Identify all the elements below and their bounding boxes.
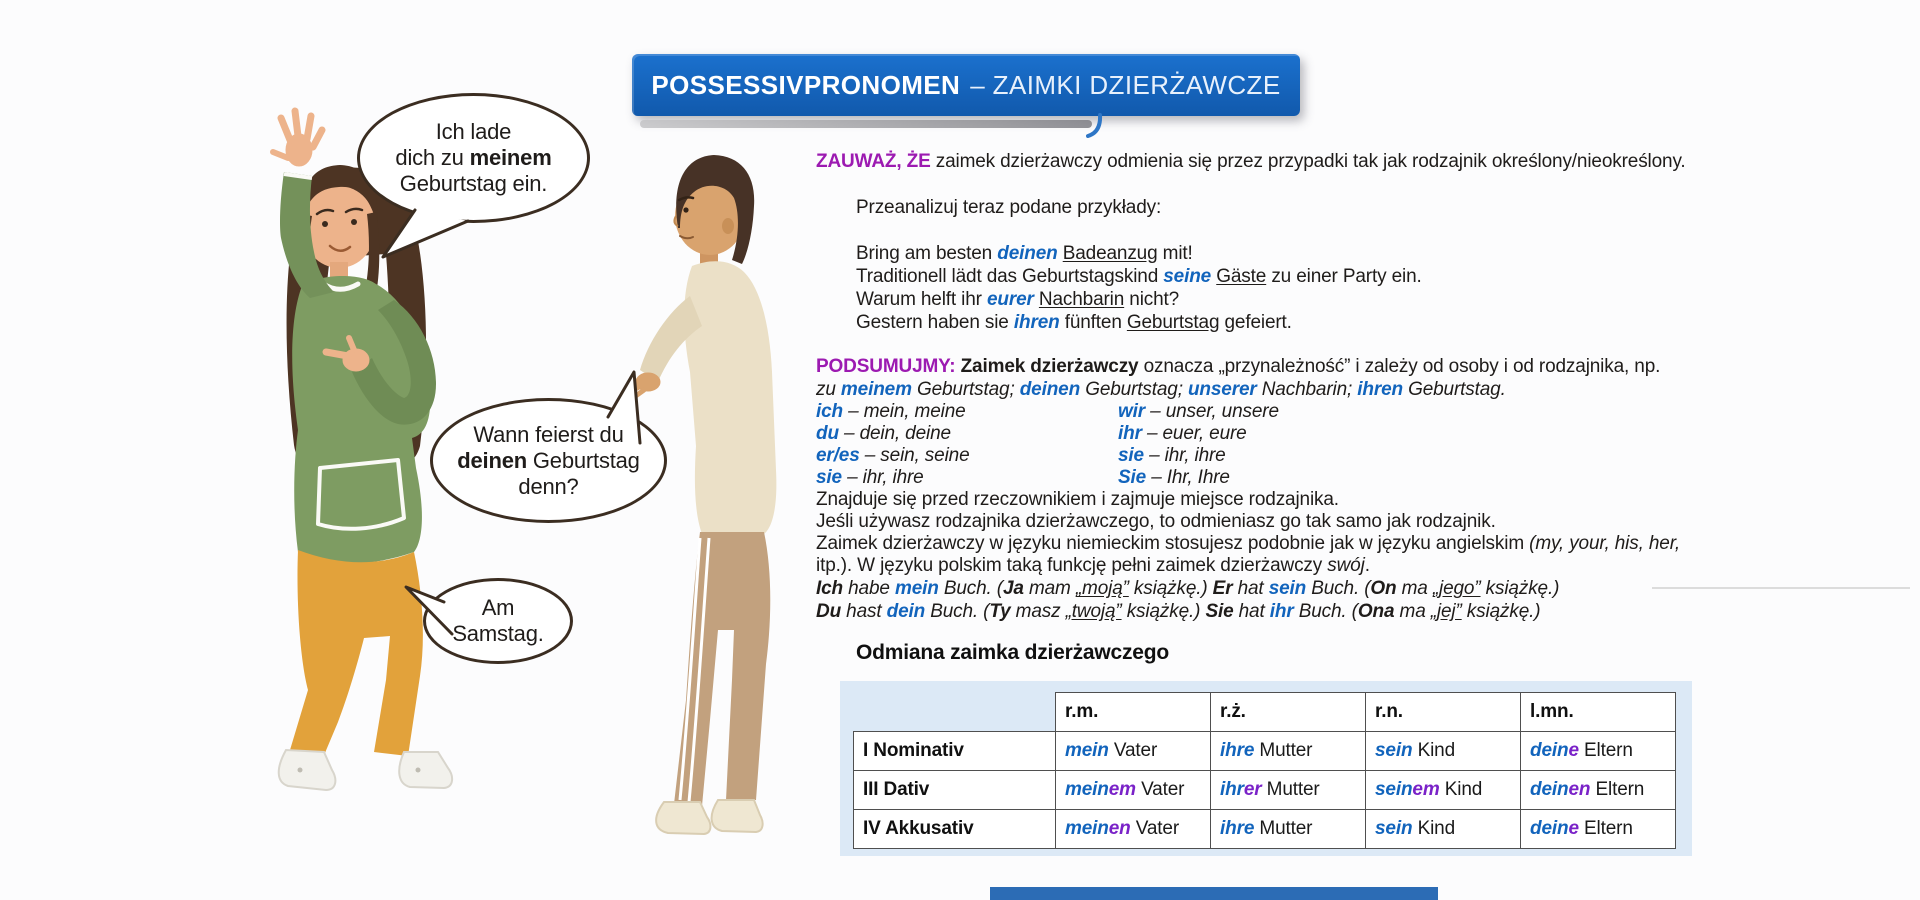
intro-line: [856, 196, 1161, 219]
text-line: Jeśli używasz rodzajnika dzierżawczego, to odmieniasz go tak samo jak rodzajnik.: [816, 511, 1496, 532]
woman-waving-hand: [273, 111, 322, 166]
text-line: Geburtstag ein.: [399, 171, 548, 196]
bubble-tail: [395, 575, 465, 645]
table-header-cell: r.ż.: [1211, 693, 1366, 732]
table-cell: meinem Vater: [1056, 771, 1211, 810]
banner-swoosh-hook-icon: [1086, 112, 1106, 138]
table-row-label: IV Akkusativ: [854, 810, 1056, 849]
table-row-label: III Dativ: [854, 771, 1056, 810]
text-line: sie – ihr, ihre: [1118, 445, 1226, 466]
table-row-label: I Nominativ: [854, 732, 1056, 771]
explanation-paragraph: [816, 489, 1680, 577]
text-line: itp.). W języku polskim taką funkcję pełni zaimek dzierżawczy swój.: [816, 555, 1370, 576]
text-line: sie – ihr, ihre: [816, 467, 924, 488]
divider-line: [1652, 587, 1910, 589]
table-cell: deine Eltern: [1521, 810, 1676, 849]
man-shoe-right: [712, 800, 763, 832]
banner-title-german: POSSESSIVPRONOMEN: [651, 69, 961, 100]
woman-shoe-right: [399, 752, 452, 788]
table-header-cell: r.n.: [1366, 693, 1521, 732]
table-header-cell: l.mn.: [1521, 693, 1676, 732]
text-line: Sie – Ihr, Ihre: [1118, 467, 1230, 488]
table-corner-cell: [854, 693, 1056, 732]
text-line: Wann feierst du: [473, 421, 624, 447]
table-title: Odmiana zaimka dzierżawczego: [856, 641, 1170, 664]
text-line: denn?: [518, 473, 579, 499]
woman-eye-left: [322, 221, 328, 227]
text-line: du – dein, deine: [816, 423, 951, 444]
table-cell: ihrer Mutter: [1211, 771, 1366, 810]
table-header-cell: r.m.: [1056, 693, 1211, 732]
bubble-tail: [590, 362, 670, 450]
text-line: ihr – euer, eure: [1118, 423, 1247, 444]
man-eye: [683, 207, 688, 212]
man-pants: [674, 532, 770, 806]
text-line: wir – unser, unsere: [1118, 401, 1279, 422]
text-line: Warum helft ihr eurer Nachbarin nicht?: [856, 289, 1180, 310]
text-line: Gestern haben sie ihren fünften Geburtstag gefeiert.: [856, 312, 1292, 333]
pronoun-list-right: [1118, 401, 1279, 489]
text-line: Am: [481, 595, 515, 620]
man-shoe-left: [656, 802, 710, 834]
pronoun-list-left: [816, 401, 969, 489]
summary-podsumujmy: [816, 355, 1660, 401]
text-line: Zaimek dzierżawczy w języku niemieckim stosujesz podobnie jak w języku angielskim (my, your, his, her,: [816, 533, 1680, 554]
table-cell: ihre Mutter: [1211, 810, 1366, 849]
text-line: Samstag.: [452, 621, 544, 646]
bubble-tail: [368, 200, 473, 270]
text-line: Bring am besten deinen Badeanzug mit!: [856, 243, 1193, 264]
text-line: Ich habe mein Buch. (Ja mam „moją” książkę.) Er hat sein Buch. (On ma „jego” książkę.): [816, 578, 1560, 599]
text-line: Du hast dein Buch. (Ty masz „twoją” książkę.) Sie hat ihr Buch. (Ona ma „jej” książkę.): [816, 600, 1541, 622]
note-zauwaz: [816, 150, 1686, 173]
table-body: [854, 732, 1676, 849]
example-sentences: [856, 242, 1422, 334]
text-line: Ich lade: [435, 119, 512, 144]
text-line: dich zu meinem: [395, 145, 552, 170]
text-line: Traditionell lädt das Geburtstagskind seine Gäste zu einer Party ein.: [856, 266, 1422, 287]
table-cell: deinen Eltern: [1521, 771, 1676, 810]
woman-shoe-left: [279, 750, 336, 790]
declension-table: [853, 692, 1676, 849]
table-cell: meinen Vater: [1056, 810, 1211, 849]
table-row: [854, 810, 1676, 849]
table-panel: [840, 681, 1692, 856]
table-cell: deine Eltern: [1521, 732, 1676, 771]
text-line: Znajduje się przed rzeczownikiem i zajmuje miejsce rodzajnika.: [816, 489, 1339, 510]
text-line: Przeanalizuj teraz podane przykłady:: [856, 197, 1162, 218]
footer-bar: [990, 887, 1438, 900]
text-line: ich – mein, meine: [816, 401, 966, 422]
table-cell: sein Kind: [1366, 732, 1521, 771]
text-line: PODSUMUJMY: Zaimek dzierżawczy oznacza „przynależność” i zależy od osoby i od rodzajnika, np.: [816, 356, 1661, 377]
text-line: zu meinem Geburtstag; deinen Geburtstag; unserer Nachbarin; ihren Geburtstag.: [816, 379, 1506, 400]
text-line: ZAUWAŻ, ŻE zaimek dzierżawczy odmienia się przez przypadki tak jak rodzajnik określony/nieokreślony.: [816, 151, 1686, 172]
table-header-row: [854, 693, 1676, 732]
table-cell: mein Vater: [1056, 732, 1211, 771]
text-line: deinen Geburtstag: [457, 447, 640, 473]
man-sweater: [684, 261, 776, 534]
table-row: [854, 771, 1676, 810]
table-cell: ihre Mutter: [1211, 732, 1366, 771]
banner-title-polish: – ZAIMKI DZIERŻAWCZE: [970, 69, 1281, 100]
table-cell: sein Kind: [1366, 810, 1521, 849]
table-cell: seinem Kind: [1366, 771, 1521, 810]
book-example-sentences: [816, 578, 1559, 623]
man-ear: [722, 218, 734, 234]
table-row: [854, 732, 1676, 771]
text-line: er/es – sein, seine: [816, 445, 970, 466]
